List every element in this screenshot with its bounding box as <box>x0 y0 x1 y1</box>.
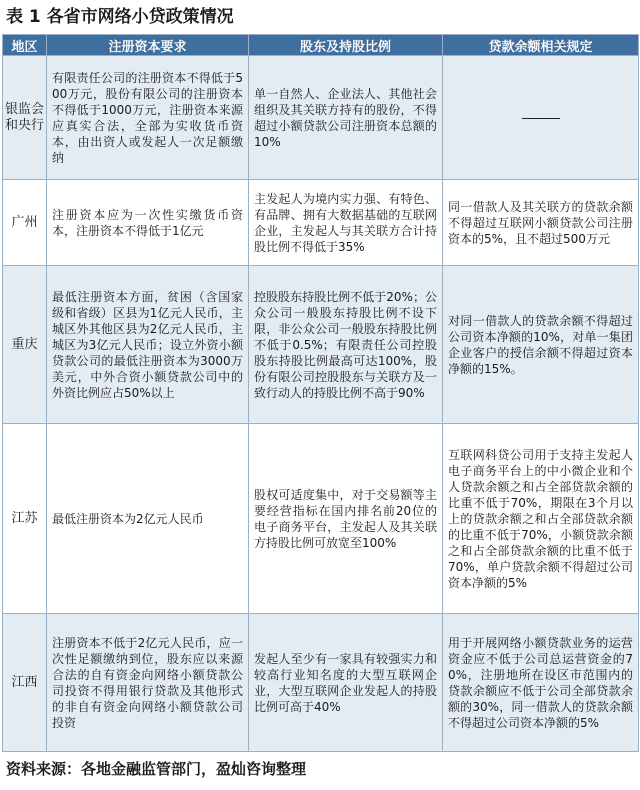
table-row <box>3 614 639 752</box>
capital-cell: 最低注册资本方面，贫困（含国家级和省级）区县为1亿元人民币，主城区外其他区县为2亿元人民币，主城区为3亿元人民币；设立外资小额贷款公司的最低注册资本为3000万美元，中外合资小额贷款公司中的外资比例应占50%以上 <box>47 266 249 424</box>
table-row <box>3 56 639 180</box>
shareholding-cell: 发起人至少有一家具有较强实力和较高行业知名度的大型互联网企业，大型互联网企业发起人的持股比例可高于40% <box>249 614 443 752</box>
loan-balance-cell: 互联网科贷公司用于支持主发起人电子商务平台上的中小微企业和个人贷款余额之和占全部贷款余额的比重不低于70%，期限在3个月以上的贷款余额之和占全部贷款余额的比重不低于70%，小额贷款余额之和占全部贷款余额的比重不低于70%，单户贷款余额不得超过公司资本净额的5% <box>443 424 639 614</box>
shareholding-cell: 股权可适度集中，对于交易额等主要经营指标在国内排名前20位的电子商务平台，主发起人及其关联方持股比例可放宽至100% <box>249 424 443 614</box>
region-cell: 江西 <box>3 614 47 752</box>
header-region: 地区 <box>3 35 47 56</box>
shareholding-cell: 控股股东持股比例不低于20%；公众公司一般股东持股比例不设下限，非公众公司一般股东持股比例不低于0.5%；有限责任公司控股股东持股比例最高可达100%，股份有限公司控股股东与关联方及一致行动人的持股比例不高于90% <box>249 266 443 424</box>
shareholding-cell: 单一自然人、企业法人、其他社会组织及其关联方持有的股份，不得超过小额贷款公司注册资本总额的10% <box>249 56 443 180</box>
capital-cell: 最低注册资本为2亿元人民币 <box>47 424 249 614</box>
loan-balance-cell: 用于开展网络小额贷款业务的运营资金应不低于公司总运营资金的70%，注册地所在设区市范围内的贷款余额应不低于公司全部贷款余额的30%，同一借款人的贷款余额不得超过公司资本净额的5% <box>443 614 639 752</box>
shareholding-cell: 主发起人为境内实力强、有特色、有品牌、拥有大数据基础的互联网企业，主发起人与其关联方合计持股比例不得低于35% <box>249 180 443 266</box>
loan-balance-cell: 同一借款人及其关联方的贷款余额不得超过互联网小额贷款公司注册资本的5%，且不超过500万元 <box>443 180 639 266</box>
capital-cell: 注册资本不低于2亿元人民币，应一次性足额缴纳到位，股东应以来源合法的自有资金向网络小额贷款公司投资不得用银行贷款及其他形式的非自有资金向网络小额贷款公司投资 <box>47 614 249 752</box>
table-row <box>3 266 639 424</box>
empty-dash <box>522 118 560 119</box>
table-row <box>3 180 639 266</box>
header-loan-balance: 贷款余额相关规定 <box>443 35 639 56</box>
table-row <box>3 424 639 614</box>
header-capital: 注册资本要求 <box>47 35 249 56</box>
table-title: 表 1 各省市网络小贷政策情况 <box>6 7 234 27</box>
policy-table <box>2 34 639 752</box>
capital-cell: 注册资本应为一次性实缴货币资本，注册资本不得低于1亿元 <box>47 180 249 266</box>
header-shareholding: 股东及持股比例 <box>249 35 443 56</box>
table-header-row <box>3 35 639 56</box>
loan-balance-cell: 对同一借款人的贷款余额不得超过公司资本净额的10%，对单一集团企业客户的授信余额不得超过资本净额的15%。 <box>443 266 639 424</box>
loan-balance-cell <box>443 56 639 180</box>
region-cell: 江苏 <box>3 424 47 614</box>
region-cell: 银监会和央行 <box>3 56 47 180</box>
region-cell: 广州 <box>3 180 47 266</box>
capital-cell: 有限责任公司的注册资本不得低于500万元，股份有限公司的注册资本不得低于1000万元，注册资本来源应真实合法，全部为实收货币资本，由出资人或发起人一次足额缴纳 <box>47 56 249 180</box>
region-cell: 重庆 <box>3 266 47 424</box>
source-note: 资料来源：各地金融监管部门，盈灿咨询整理 <box>6 760 307 778</box>
